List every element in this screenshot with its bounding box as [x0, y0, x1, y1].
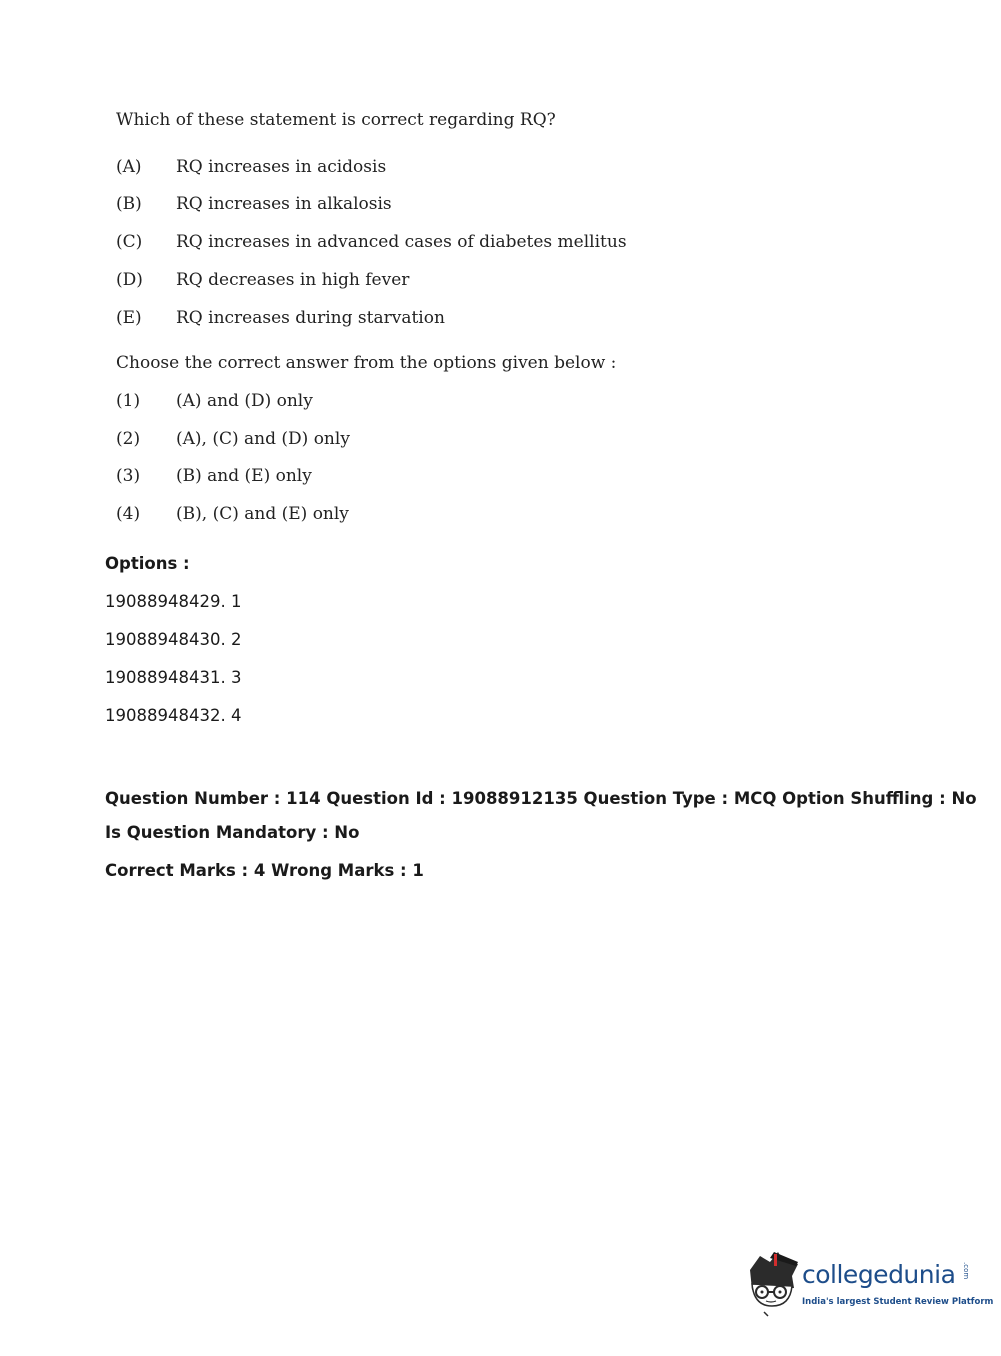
question-marks-line: Correct Marks : 4 Wrong Marks : 1	[105, 861, 424, 880]
answer-text: (B) and (E) only	[176, 466, 312, 486]
statement-label: (D)	[116, 270, 143, 290]
option-item: 19088948430. 2	[105, 630, 242, 649]
statement-text: RQ increases in advanced cases of diabetes mellitus	[176, 232, 627, 252]
options-title: Options :	[105, 554, 190, 573]
statement-text: RQ increases in alkalosis	[176, 194, 392, 214]
option-item: 19088948429. 1	[105, 592, 242, 611]
statement-text: RQ increases during starvation	[176, 308, 445, 328]
option-item: 19088948432. 4	[105, 706, 242, 725]
statement-label: (E)	[116, 308, 142, 328]
brand-domain-suffix: .com	[962, 1262, 970, 1280]
answer-label: (1)	[116, 391, 141, 411]
answer-text: (A), (C) and (D) only	[176, 429, 350, 449]
statement-label: (A)	[116, 157, 142, 177]
choose-prompt: Choose the correct answer from the options given below :	[116, 353, 617, 373]
answer-label: (3)	[116, 466, 141, 486]
question-stem: Which of these statement is correct regarding RQ?	[116, 110, 556, 130]
statement-text: RQ decreases in high fever	[176, 270, 410, 290]
mascot-icon	[740, 1248, 802, 1320]
statement-label: (B)	[116, 194, 142, 214]
question-mandatory-line: Is Question Mandatory : No	[105, 823, 360, 842]
question-meta-line: Question Number : 114 Question Id : 19088912135 Question Type : MCQ Option Shuffling : No	[105, 789, 977, 808]
question-block	[116, 108, 876, 524]
statement-text: RQ increases in acidosis	[176, 157, 387, 177]
option-item: 19088948431. 3	[105, 668, 242, 687]
statement-label: (C)	[116, 232, 143, 252]
answer-label: (4)	[116, 504, 141, 524]
brand-tagline: India's largest Student Review Platform	[802, 1297, 994, 1307]
brand-name: collegedunia	[802, 1260, 956, 1289]
answer-label: (2)	[116, 429, 141, 449]
answer-text: (B), (C) and (E) only	[176, 504, 349, 524]
options-block	[105, 552, 242, 725]
brand-logo	[740, 1248, 994, 1320]
answer-text: (A) and (D) only	[176, 391, 313, 411]
